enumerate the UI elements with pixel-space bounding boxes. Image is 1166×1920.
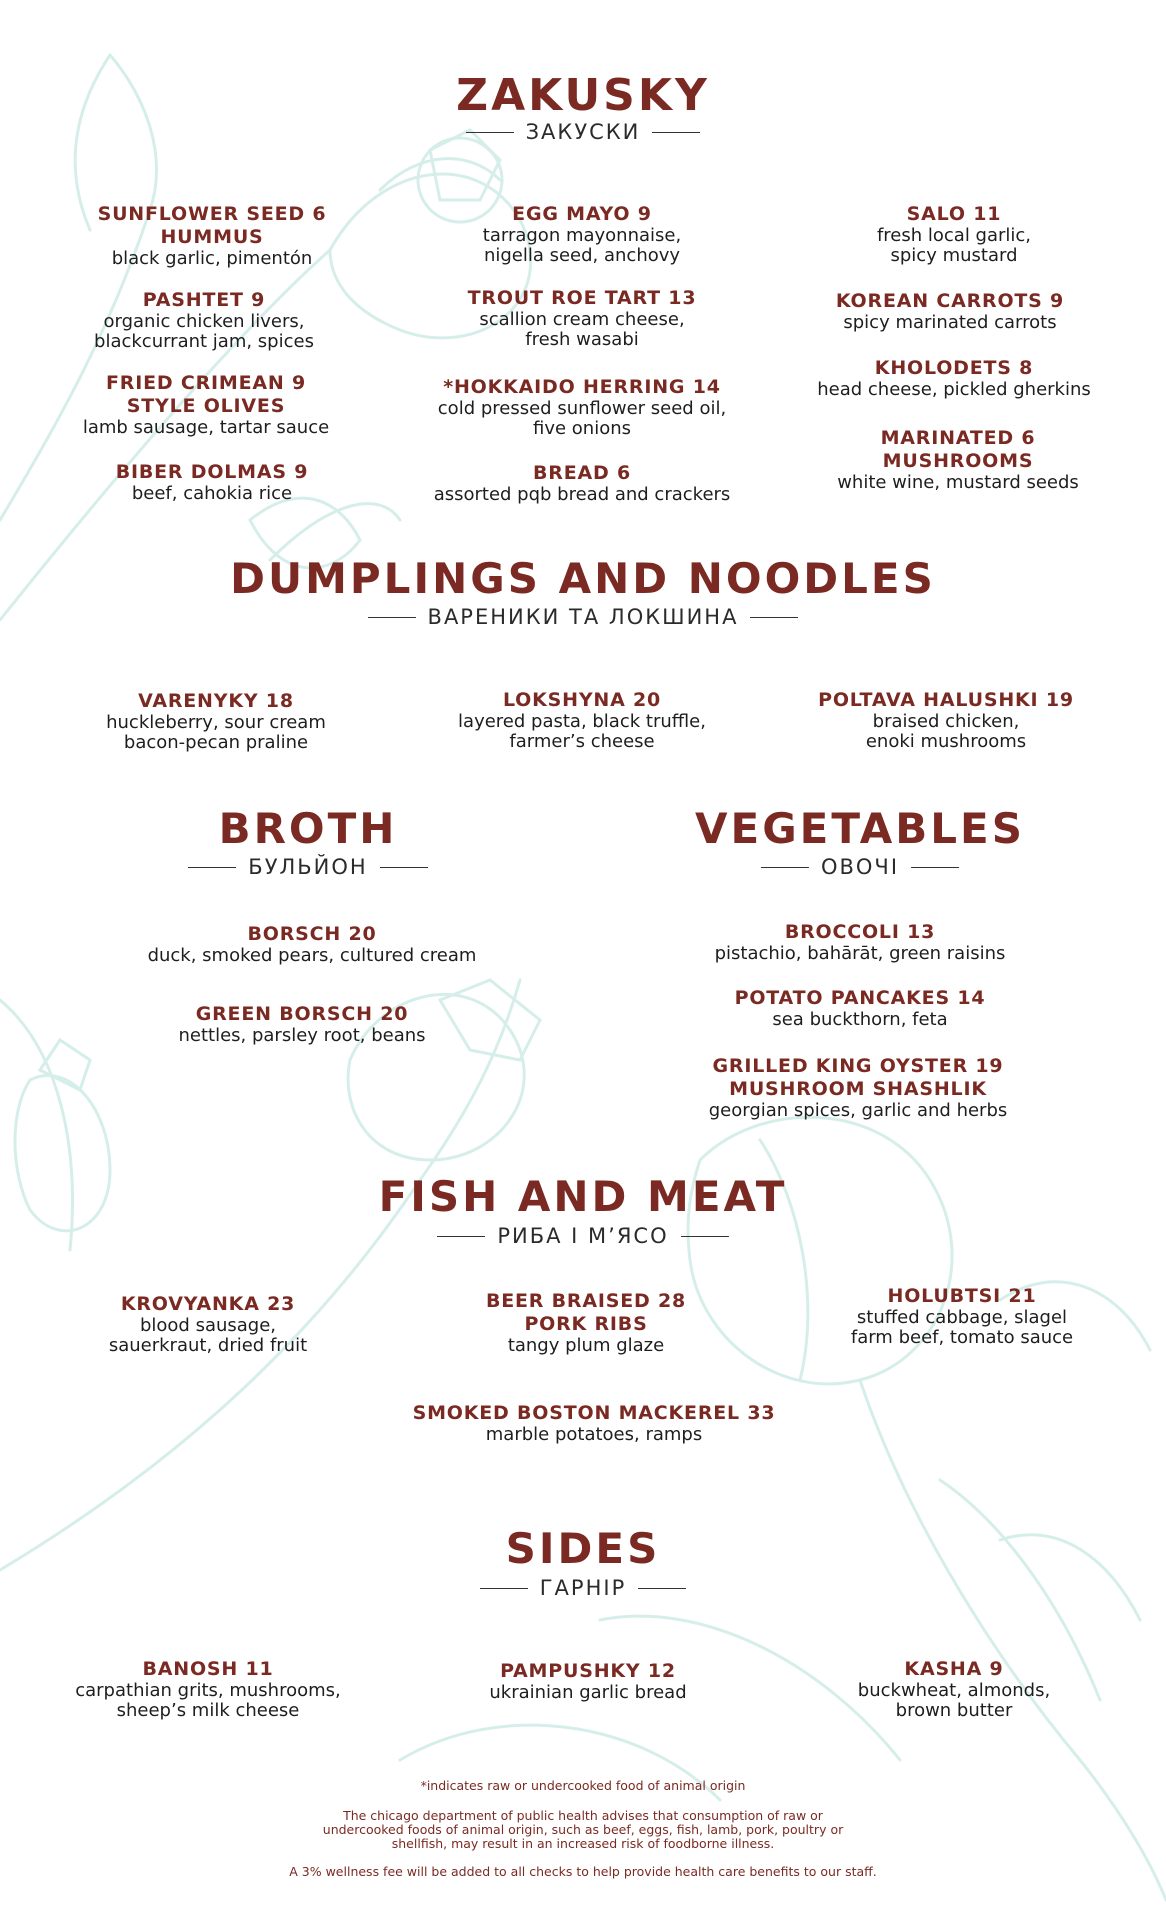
item-name: BORSCH 20 [247, 923, 377, 945]
item-description: pistachio, bahārāt, green raisins [714, 943, 1006, 964]
menu-item [34, 289, 374, 352]
menu-item [392, 462, 772, 505]
item-description: ukrainian garlic bread [489, 1682, 687, 1703]
divider-line [761, 867, 809, 868]
divider-line [911, 867, 959, 868]
menu-item [784, 1658, 1124, 1721]
item-name: MARINATED 6 MUSHROOMS [880, 427, 1036, 472]
item-name: BANOSH 11 [142, 1658, 274, 1680]
item-description: braised chicken, enoki mushrooms [865, 711, 1027, 752]
item-name: PAMPUSHKY 12 [500, 1660, 676, 1682]
menu-item [784, 203, 1124, 266]
item-description: nettles, parsley root, beans [178, 1025, 426, 1046]
item-description: tarragon mayonnaise, nigella seed, anchovy [482, 225, 682, 266]
section-title-broth: BROTH [218, 804, 398, 853]
subtitle-text: БУЛЬЙОН [248, 855, 368, 879]
menu-item [102, 1003, 502, 1046]
menu-item [776, 689, 1116, 752]
section-title-sides: SIDES [505, 1524, 661, 1573]
item-name: FRIED CRIMEAN 9 STYLE OLIVES [105, 372, 306, 417]
subtitle-text: ОВОЧІ [820, 855, 900, 879]
item-description: blood sausage, sauerkraut, dried fruit [108, 1315, 308, 1356]
item-description: duck, smoked pears, cultured cream [147, 945, 477, 966]
item-name: KASHA 9 [904, 1658, 1004, 1680]
menu-item [412, 287, 752, 350]
section-title-zakusky: ZAKUSKY [456, 70, 710, 121]
menu-item [46, 690, 386, 753]
section-title-dumplings-and-noodles: DUMPLINGS AND NOODLES [230, 554, 936, 603]
item-name: SMOKED BOSTON MACKEREL 33 [412, 1402, 776, 1424]
divider-line [188, 867, 236, 868]
menu-item [36, 372, 376, 438]
item-description: spicy marinated carrots [843, 312, 1057, 333]
item-name: KOREAN CARROTS 9 [835, 290, 1065, 312]
menu-item [660, 987, 1060, 1030]
divider-line [681, 1236, 729, 1237]
section-subtitle-dumplings-and-noodles [0, 605, 1166, 629]
menu-item [792, 1285, 1132, 1348]
item-name: VARENYKY 18 [138, 690, 294, 712]
item-description: black garlic, pimentón [111, 248, 313, 269]
item-name: BREAD 6 [532, 462, 631, 484]
menu-item [38, 1658, 378, 1721]
menu-item [392, 376, 772, 439]
item-description: scallion cream cheese, fresh wasabi [479, 309, 685, 350]
item-name: *HOKKAIDO HERRING 14 [443, 376, 721, 398]
subtitle-text: ГАРНІР [539, 1576, 627, 1600]
item-description: lamb sausage, tartar sauce [82, 417, 330, 438]
item-description: marble potatoes, ramps [485, 1424, 703, 1445]
menu-item [780, 290, 1120, 333]
item-name: BIBER DOLMAS 9 [115, 461, 309, 483]
menu-item [412, 689, 752, 752]
item-description: sea buckthorn, feta [772, 1009, 948, 1030]
divider-line [638, 1588, 686, 1589]
item-description: carpathian grits, mushrooms, sheep’s milk cheese [75, 1680, 341, 1721]
section-title-vegetables: VEGETABLES [695, 804, 1025, 853]
menu-item [42, 203, 382, 269]
item-name: EGG MAYO 9 [512, 203, 652, 225]
menu-item [416, 1290, 756, 1356]
menu-item [412, 203, 752, 266]
item-name: GRILLED KING OYSTER 19 MUSHROOM SHASHLIK [712, 1055, 1004, 1100]
menu-item [384, 1402, 804, 1445]
item-name: POLTAVA HALUSHKI 19 [818, 689, 1074, 711]
section-subtitle-zakusky [0, 120, 1166, 144]
item-description: stuffed cabbage, slagel farm beef, tomato sauce [850, 1307, 1074, 1348]
item-name: POTATO PANCAKES 14 [734, 987, 986, 1009]
item-name: KHOLODETS 8 [874, 357, 1034, 379]
menu-item [784, 357, 1124, 400]
item-description: huckleberry, sour cream bacon-pecan praline [106, 712, 326, 753]
item-description: cold pressed sunflower seed oil, five onions [437, 398, 727, 439]
raw-food-note: *indicates raw or undercooked food of animal origin [420, 1778, 746, 1793]
item-name: KROVYANKA 23 [120, 1293, 296, 1315]
section-subtitle-fish-and-meat [0, 1224, 1166, 1248]
item-name: HOLUBTSI 21 [887, 1285, 1037, 1307]
menu-item [788, 427, 1128, 493]
menu-item [38, 1293, 378, 1356]
divider-line [380, 867, 428, 868]
divider-line [652, 132, 700, 133]
health-advisory-note: The chicago department of public health advises that consumption of raw or undercooked foods of animal origin, such as beef, eggs, fish, lamb, pork, poultry or shellfish, may result in an increased risk of foodborne illness. [322, 1808, 844, 1851]
item-description: beef, cahokia rice [131, 483, 293, 504]
divider-line [750, 617, 798, 618]
menu-item [112, 923, 512, 966]
divider-line [466, 132, 514, 133]
item-description: buckwheat, almonds, brown butter [857, 1680, 1051, 1721]
item-name: TROUT ROE TART 13 [467, 287, 697, 309]
item-name: SALO 11 [906, 203, 1002, 225]
wellness-fee-note: A 3% wellness fee will be added to all checks to help provide health care benefits to our staff. [289, 1864, 877, 1879]
item-description: georgian spices, garlic and herbs [708, 1100, 1008, 1121]
section-subtitle-broth [108, 855, 508, 879]
menu-item [42, 461, 382, 504]
divider-line [480, 1588, 528, 1589]
menu-item [660, 921, 1060, 964]
section-title-fish-and-meat: FISH AND MEAT [378, 1172, 788, 1221]
menu-item [658, 1055, 1058, 1121]
item-description: head cheese, pickled gherkins [817, 379, 1091, 400]
item-description: organic chicken livers, blackcurrant jam, spices [94, 311, 314, 352]
subtitle-text: РИБА І М’ЯСО [497, 1224, 669, 1248]
subtitle-text: ЗАКУСКИ [525, 120, 641, 144]
item-description: assorted pqb bread and crackers [433, 484, 731, 505]
item-description: white wine, mustard seeds [837, 472, 1079, 493]
menu-item [418, 1660, 758, 1703]
divider-line [368, 617, 416, 618]
section-subtitle-vegetables [660, 855, 1060, 879]
item-description: tangy plum glaze [507, 1335, 665, 1356]
item-name: SUNFLOWER SEED 6 HUMMUS [97, 203, 327, 248]
section-subtitle-sides [0, 1576, 1166, 1600]
item-name: PASHTET 9 [142, 289, 266, 311]
item-name: GREEN BORSCH 20 [195, 1003, 409, 1025]
item-name: BEER BRAISED 28 PORK RIBS [485, 1290, 687, 1335]
subtitle-text: ВАРЕНИКИ ТА ЛОКШИНА [427, 605, 739, 629]
item-name: BROCCOLI 13 [784, 921, 936, 943]
item-name: LOKSHYNA 20 [502, 689, 662, 711]
item-description: fresh local garlic, spicy mustard [876, 225, 1032, 266]
divider-line [437, 1236, 485, 1237]
item-description: layered pasta, black truffle, farmer’s cheese [458, 711, 706, 752]
